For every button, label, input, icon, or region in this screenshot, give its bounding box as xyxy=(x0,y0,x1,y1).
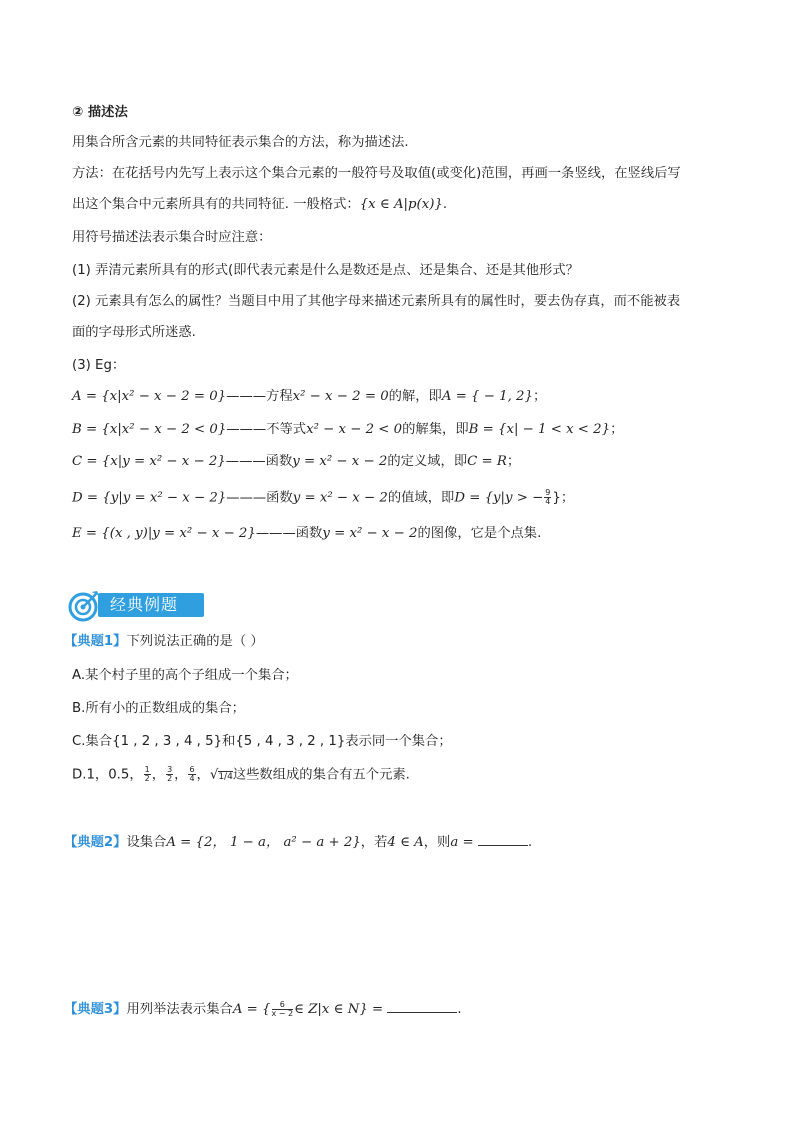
desc: 的解，即 xyxy=(388,389,442,404)
desc: 的值域，即 xyxy=(387,490,455,506)
classic-examples-banner xyxy=(66,588,206,624)
set-expr: A = {2， 1 − a， a² − a + 2} xyxy=(166,835,361,850)
desc: 函数 xyxy=(295,526,323,541)
end: ； xyxy=(506,454,521,469)
fraction xyxy=(166,766,173,783)
desc: 的图像，它是个点集. xyxy=(417,526,542,541)
problem-tag: 【典题1】 xyxy=(64,634,127,649)
denominator: 2 xyxy=(167,774,173,783)
note-2-line-2: 面的字母形式所迷惑. xyxy=(72,325,196,340)
method-text: 出这个集合中元素所具有的共同特征. 一般格式： xyxy=(72,197,360,212)
banner-label: 经典例题 xyxy=(110,595,179,614)
option-c: C.集合{1 , 2 , 3 , 4 , 5}和{5 , 4 , 3 , 2 , 1}表示同一个集合； xyxy=(72,734,452,749)
numerator: 1 xyxy=(144,765,150,774)
answer-prompt: a = xyxy=(450,835,474,850)
denominator: 4 xyxy=(189,774,195,783)
option-a: A.某个村子里的高个子组成一个集合； xyxy=(72,668,298,683)
dash: ——— xyxy=(255,526,296,541)
target-icon xyxy=(66,588,102,624)
denominator: 4 xyxy=(545,497,551,506)
example-b xyxy=(72,421,623,439)
set-expr: A = {x|x² − x − 2 = 0} xyxy=(72,389,227,404)
problem-3 xyxy=(64,1000,462,1019)
sqrt-content: 1/4 xyxy=(218,771,233,782)
note-2-line-1: (2) 元素具有怎么的属性？当题目中用了其他字母来描述元素所具有的属性时，要去伪存真，而不能被表 xyxy=(72,294,681,309)
set-expr: D = {y|y = x² − x − 2} xyxy=(72,490,227,506)
numerator: 3 xyxy=(167,765,173,774)
problem-tag: 【典题2】 xyxy=(64,835,127,850)
result: D = {y|y > − xyxy=(454,490,544,506)
answer-blank[interactable] xyxy=(387,1000,457,1013)
option-d-start: D.1，0.5， xyxy=(72,767,143,783)
set-expr: C = {x|y = x² − x − 2} xyxy=(72,454,226,469)
example-a xyxy=(72,388,546,406)
text: ，若 xyxy=(360,835,388,850)
fraction xyxy=(144,766,151,783)
problem-2 xyxy=(64,833,532,852)
desc: 方程 xyxy=(266,389,293,404)
expr: x² − x − 2 < 0 xyxy=(306,422,403,437)
example-c xyxy=(72,453,520,471)
text: 设集合 xyxy=(126,835,167,850)
result: A = { − 1, 2} xyxy=(441,389,533,404)
set-expr: ∈ Z|x ∈ N} = xyxy=(294,1002,384,1017)
desc: 函数 xyxy=(266,490,293,506)
desc: 不等式 xyxy=(266,422,307,437)
end: }； xyxy=(552,490,575,506)
answer-blank[interactable] xyxy=(478,833,528,846)
notice-text: 用符号描述法表示集合时应注意： xyxy=(72,230,272,245)
option-b: B.所有小的正数组成的集合； xyxy=(72,701,245,716)
definition-text: 用集合所含元素的共同特征表示集合的方法，称为描述法. xyxy=(72,135,409,150)
example-d xyxy=(72,489,574,508)
condition: 4 ∈ A xyxy=(387,835,424,850)
numerator: 9 xyxy=(545,488,551,497)
desc: 的定义域，即 xyxy=(387,454,468,469)
note-3: (3) Eg： xyxy=(72,358,126,373)
problem-tag: 【典题3】 xyxy=(64,1002,127,1017)
end: ； xyxy=(532,389,547,404)
note-1: (1) 弄清元素所具有的形式(即代表元素是什么是数还是点、还是集合、还是其他形式？ xyxy=(72,263,579,278)
end: . xyxy=(457,1002,462,1017)
dash: ——— xyxy=(226,389,267,404)
sqrt-symbol: √ xyxy=(209,767,219,783)
end: ； xyxy=(610,422,624,437)
expr: y = x² − x − 2 xyxy=(322,526,418,541)
fraction xyxy=(188,766,195,783)
set-expr: B = {x|x² − x − 2 < 0} xyxy=(72,422,227,437)
fraction-9-4 xyxy=(544,489,551,506)
option-d: D.1，0.5， $\frac{1}{2}$ ， $\frac{3}{2}$ ， $\frac{6}{4}$ ，√1/4这些数组成的集合有五个元素. xyxy=(72,765,410,783)
denominator: x − 2 xyxy=(271,1008,294,1018)
numerator: 6 xyxy=(189,765,195,774)
general-format: {x ∈ A|p(x)} xyxy=(359,197,443,212)
set-expr: E = {(x , y)|y = x² − x − 2} xyxy=(72,526,256,541)
expr: y = x² − x − 2 xyxy=(292,490,388,506)
section-heading: ② 描述法 xyxy=(72,105,128,120)
method-line-2 xyxy=(72,196,447,214)
dash: ——— xyxy=(226,490,267,506)
expr: x² − x − 2 = 0 xyxy=(292,389,389,404)
option-d-end: 这些数组成的集合有五个元素. xyxy=(232,767,410,783)
text: ，则 xyxy=(423,835,451,850)
denominator: 2 xyxy=(144,774,150,783)
expr: y = x² − x − 2 xyxy=(292,454,388,469)
result: B = {x| − 1 < x < 2} xyxy=(468,422,611,437)
method-line-1: 方法：在花括号内先写上表示这个集合元素的一般符号及取值(或变化)范围，再画一条竖线，在竖线后写 xyxy=(72,166,681,181)
numerator: 6 xyxy=(272,1001,294,1010)
fraction xyxy=(272,1001,294,1018)
result: C = R xyxy=(467,454,507,469)
dash: ——— xyxy=(226,422,267,437)
example-e xyxy=(72,525,541,543)
dash: ——— xyxy=(225,454,266,469)
problem-1-question xyxy=(64,633,264,651)
text: 用列举法表示集合 xyxy=(126,1002,233,1017)
set-expr: A = { xyxy=(232,1002,271,1017)
end: . xyxy=(527,835,533,850)
desc: 函数 xyxy=(265,454,293,469)
question-text: 下列说法正确的是（ ） xyxy=(126,634,264,649)
period: . xyxy=(442,197,448,212)
desc: 的解集，即 xyxy=(402,422,469,437)
